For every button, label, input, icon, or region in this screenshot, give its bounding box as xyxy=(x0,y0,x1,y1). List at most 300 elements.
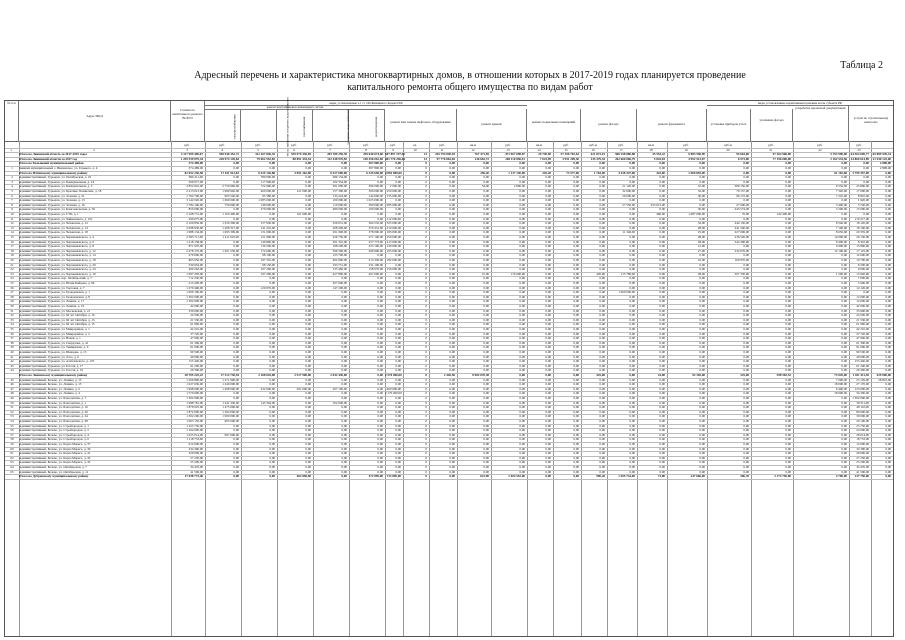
value-cell: 0,00 xyxy=(395,253,401,258)
value-cell: 0,00 xyxy=(841,354,847,359)
value-cell: 0 xyxy=(425,432,427,437)
value-cell: 0,00 xyxy=(659,271,665,276)
value-cell: 490 262,00 xyxy=(188,267,203,272)
value-cell: 0,00 xyxy=(269,368,275,373)
value-cell: 0,00 xyxy=(519,409,525,414)
subtotal-row xyxy=(5,474,893,480)
value-cell: 0,00 xyxy=(341,428,347,433)
value-cell: 149 800,00 xyxy=(260,239,275,244)
value-cell: 0,00 xyxy=(519,235,525,239)
value-cell: 99 172,00 xyxy=(736,193,749,198)
address-cell: Административный, Гурьевск, ул. Гражданская, д. 8 xyxy=(19,294,90,299)
value-cell: 1 250 300,00 xyxy=(222,221,239,226)
value-cell: 0,00 xyxy=(785,308,791,313)
value-cell: 0,00 xyxy=(885,451,891,456)
value-cell: 0,00 xyxy=(785,409,791,414)
header-meters: установка приборов учета xyxy=(707,109,751,141)
value-cell: 0,00 xyxy=(699,428,705,433)
address-cell: Административный, Белово, ул. Благодатная, д. 1 xyxy=(19,400,87,405)
address-cell: Административный, Белово, ул. Октябрьская, д. 11 xyxy=(19,469,89,474)
value-cell: 160 970,00 xyxy=(734,258,749,262)
value-cell: 390 000,00 xyxy=(368,202,383,207)
value-cell: 0,00 xyxy=(629,432,635,437)
value-cell: 0,00 xyxy=(305,331,311,336)
address-cell: Административный, Белово, ул. Благодатная, д. 16 xyxy=(19,405,88,410)
value-cell: 1 104 400,00 xyxy=(222,212,239,216)
value-cell: 0,00 xyxy=(545,189,551,193)
value-cell: 0,00 xyxy=(785,465,791,469)
value-cell: 0,00 xyxy=(305,359,311,364)
value-cell: 0,00 xyxy=(269,308,275,313)
value-cell: 0 xyxy=(425,276,427,281)
value-cell: 402 090,00 xyxy=(332,258,347,262)
value-cell: 145 364,00 xyxy=(260,400,275,405)
value-cell: 0,00 xyxy=(483,363,489,368)
value-cell: 0,00 xyxy=(743,409,749,414)
value-cell: 0,00 xyxy=(449,244,455,249)
value-cell: 0,00 xyxy=(599,354,605,359)
value-cell: 0,00 xyxy=(699,313,705,318)
value-cell: 0,00 xyxy=(305,239,311,244)
value-cell: 0,00 xyxy=(629,207,635,212)
value-cell: 0,00 xyxy=(449,331,455,336)
value-cell: 213 336,00 xyxy=(368,258,383,262)
value-cell: 0,00 xyxy=(743,322,749,327)
value-cell: 0,00 xyxy=(573,455,579,460)
value-cell: 47 900,00 xyxy=(856,336,869,341)
value-cell: 244 150,00 xyxy=(734,221,749,226)
value-cell: 2 042 430,00 xyxy=(330,373,347,377)
value-cell: 0,00 xyxy=(885,175,891,180)
unit-cell: куб.м xyxy=(589,143,597,147)
value-cell: 8 490,00 xyxy=(835,239,847,244)
value-cell: 0,00 xyxy=(573,409,579,414)
value-cell: 0,00 xyxy=(395,212,401,216)
value-cell: 0,00 xyxy=(573,207,579,212)
value-cell: 0,00 xyxy=(599,432,605,437)
value-cell: 155 440,00 xyxy=(854,359,869,364)
value-cell: 0,00 xyxy=(341,290,347,295)
value-cell: 0,00 xyxy=(599,419,605,423)
value-cell: 279 000,00 xyxy=(188,253,203,258)
value-cell: 0,00 xyxy=(841,179,847,184)
value-cell: 0,00 xyxy=(573,437,579,442)
value-cell: 0,00 xyxy=(483,400,489,405)
row-number: 10 xyxy=(10,212,14,216)
value-cell: 0 xyxy=(425,382,427,387)
value-cell: 0,00 xyxy=(545,285,551,290)
value-cell: 0,00 xyxy=(629,446,635,451)
value-cell: 91 200,00 xyxy=(190,363,203,368)
value-cell: 0,00 xyxy=(233,465,239,469)
value-cell: 0,00 xyxy=(841,336,847,341)
value-cell: 1 271 900,00 xyxy=(222,377,239,382)
value-cell: 0,00 xyxy=(573,212,579,216)
value-cell: 0,00 xyxy=(599,175,605,180)
value-cell: 396 000,00 xyxy=(368,184,383,189)
address-cell: Административный, Гурьевск, ул. Микрорайон, д. 1 xyxy=(19,327,90,331)
value-cell: 0 xyxy=(425,299,427,304)
value-cell: 0,00 xyxy=(545,179,551,184)
value-cell: 0,00 xyxy=(377,465,383,469)
value-cell: 0,00 xyxy=(519,253,525,258)
value-cell: 0,00 xyxy=(743,244,749,249)
value-cell: 0,00 xyxy=(449,299,455,304)
value-cell: 0,00 xyxy=(863,212,869,216)
value-cell: 0,00 xyxy=(305,184,311,189)
value-cell: 0,00 xyxy=(659,405,665,410)
address-cell: Бывшей муниципальный с. Ивановское, ул. Горького, д. 4 xyxy=(19,166,98,170)
value-cell: 0,00 xyxy=(573,327,579,331)
value-cell: 0,00 xyxy=(449,474,455,479)
value-cell: 0,00 xyxy=(573,345,579,350)
value-cell: 17 312 730,94 xyxy=(220,373,239,377)
value-cell: 0,00 xyxy=(659,382,665,387)
value-cell: 0,00 xyxy=(519,175,525,180)
value-cell: 21 120,00 xyxy=(622,184,635,189)
value-cell: 2 213 013,00 xyxy=(186,189,203,193)
value-cell: 421 873,01 xyxy=(590,152,605,157)
value-cell: 1 920,00 xyxy=(857,198,869,203)
value-cell: 427 890,00 xyxy=(332,271,347,276)
value-cell: 0,00 xyxy=(545,304,551,308)
value-cell: 722 996,00 xyxy=(260,184,275,189)
value-cell: 11 340,00 xyxy=(622,230,635,235)
value-cell: 0,00 xyxy=(699,455,705,460)
value-cell: 0,00 xyxy=(885,423,891,428)
value-cell: 0,00 xyxy=(659,262,665,267)
value-cell: 0,00 xyxy=(395,336,401,341)
value-cell: 0,00 xyxy=(545,336,551,341)
value-cell: 0,00 xyxy=(449,405,455,410)
row-number: 9 xyxy=(11,207,13,212)
value-cell: 0,00 xyxy=(483,423,489,428)
address-cell: Административный, Гурьевск, ул. 60 лет Октября, д. 15 xyxy=(19,322,95,327)
value-cell: 0 xyxy=(425,455,427,460)
value-cell: 0 xyxy=(425,317,427,322)
value-cell: 42 000,00 xyxy=(190,304,203,308)
value-cell: 0,00 xyxy=(573,253,579,258)
value-cell: 0,00 xyxy=(885,432,891,437)
value-cell: 871 970,00 xyxy=(188,244,203,249)
value-cell: 8 200,00 xyxy=(857,262,869,267)
address-cell: Административный, Гурьевск, ул. Чернышевского, д. 24 xyxy=(19,267,96,272)
value-cell: 3 142 020,00 xyxy=(186,198,203,203)
value-cell: 1 566 800,00 xyxy=(186,377,203,382)
value-cell: 0,00 xyxy=(743,304,749,308)
value-cell: 0,00 xyxy=(483,193,489,198)
value-cell: 2 174 750,00 xyxy=(774,474,791,479)
column-index-cell: 15 xyxy=(564,147,568,152)
value-cell: 0,00 xyxy=(269,442,275,446)
value-cell: 1 505 734,00 xyxy=(618,474,635,479)
unit-cell: руб. xyxy=(683,143,689,147)
value-cell: 0,00 xyxy=(377,317,383,322)
value-cell: 0,00 xyxy=(699,409,705,414)
value-cell: 0,00 xyxy=(395,331,401,336)
column-index-cell: 6 xyxy=(293,147,295,152)
value-cell: 0,00 xyxy=(269,350,275,354)
value-cell: 0,00 xyxy=(699,350,705,354)
address-cell: Административный, Гурьевск, ул. Гражданская, д. 1 xyxy=(19,290,90,295)
value-cell: 229 000,00 xyxy=(188,451,203,456)
value-cell: 7 023,99 xyxy=(539,156,551,161)
value-cell: 25 890,00 xyxy=(856,184,869,189)
value-cell: 0,00 xyxy=(573,267,579,272)
value-cell: 0,00 xyxy=(305,230,311,235)
value-cell: 2 478 135,00 xyxy=(186,248,203,253)
value-cell: 0,00 xyxy=(377,432,383,437)
value-cell: 0,00 xyxy=(483,317,489,322)
value-cell: 0,00 xyxy=(785,267,791,272)
value-cell: 0,00 xyxy=(885,428,891,433)
value-cell: 133 224,00 xyxy=(332,193,347,198)
value-cell: 0,00 xyxy=(519,281,525,285)
value-cell: 0,00 xyxy=(233,322,239,327)
value-cell: 0,00 xyxy=(395,308,401,313)
value-cell: 0 xyxy=(425,304,427,308)
value-cell: 0,00 xyxy=(395,166,401,170)
value-cell: 0,00 xyxy=(699,442,705,446)
value-cell: 0 xyxy=(425,400,427,405)
value-cell: 0,00 xyxy=(885,308,891,313)
unit-cell: руб. xyxy=(291,143,297,147)
value-cell: 0,00 xyxy=(573,304,579,308)
value-cell: 0,00 xyxy=(599,179,605,184)
value-cell: 0,00 xyxy=(395,350,401,354)
value-cell: 0,00 xyxy=(519,396,525,400)
value-cell: 6 900,00 xyxy=(835,244,847,249)
value-cell: 0,00 xyxy=(305,225,311,230)
value-cell: 0,00 xyxy=(573,465,579,469)
value-cell: 1 279 400,00 xyxy=(186,285,203,290)
value-cell: 0,00 xyxy=(377,276,383,281)
value-cell: 0,00 xyxy=(341,331,347,336)
value-cell: 0,00 xyxy=(629,423,635,428)
value-cell: 0,00 xyxy=(341,396,347,400)
value-cell: 461 776 296,04 xyxy=(385,156,405,161)
value-cell: 0,00 xyxy=(841,446,847,451)
value-cell: 1 998 000,00 xyxy=(186,386,203,391)
value-cell: 228 974 149,84 xyxy=(219,156,239,161)
address-cell: Административный, Белово, ул. Ленина, д. 4 xyxy=(19,391,80,396)
value-cell: 0,00 xyxy=(699,331,705,336)
value-cell: 12 000,00 xyxy=(856,294,869,299)
value-cell: 290 675,00 xyxy=(188,216,203,221)
value-cell: 0,00 xyxy=(841,258,847,262)
unit-cell: кв.м xyxy=(536,143,542,147)
value-cell: 0,00 xyxy=(519,202,525,207)
value-cell: 0,00 xyxy=(519,460,525,465)
value-cell: 0,00 xyxy=(519,313,525,318)
address-cell: Административный, Гурьевск, ул. Чернышевского, д. 4 xyxy=(19,235,94,239)
value-cell: 0,00 xyxy=(629,405,635,410)
value-cell: 8 810,00 xyxy=(857,193,869,198)
value-cell: 805 050,00 xyxy=(188,258,203,262)
value-cell: 198 200,00 xyxy=(332,244,347,249)
value-cell: 8 540,00 xyxy=(835,221,847,226)
value-cell: 0,00 xyxy=(841,455,847,460)
unit-cell: руб. xyxy=(856,143,862,147)
value-cell: 8 982 070,38 xyxy=(472,373,489,377)
address-cell: Административный, Гурьевск, ул. Юлии Бойцова, д. 94 xyxy=(19,281,95,285)
value-cell: 100 000,00 xyxy=(332,198,347,203)
value-cell: 18 753,00 xyxy=(856,437,869,442)
value-cell: 0,00 xyxy=(305,414,311,419)
value-cell: 0,00 xyxy=(599,198,605,203)
value-cell: 18 000,00 xyxy=(834,382,847,387)
value-cell: 0,00 xyxy=(699,354,705,359)
unit-cell: кв.м xyxy=(470,143,476,147)
value-cell: 0,00 xyxy=(519,322,525,327)
value-cell: 0,00 xyxy=(841,451,847,456)
value-cell: 0,00 xyxy=(743,350,749,354)
value-cell: 0,00 xyxy=(519,345,525,350)
value-cell: 0,00 xyxy=(629,299,635,304)
value-cell: 2 395 711,00 xyxy=(186,235,203,239)
value-cell: 0,00 xyxy=(785,230,791,235)
value-cell: 21 530,00 xyxy=(190,317,203,322)
value-cell: 0,00 xyxy=(785,446,791,451)
value-cell: 0,00 xyxy=(519,299,525,304)
value-cell: 0,00 xyxy=(743,170,749,175)
value-cell: 0,00 xyxy=(545,465,551,469)
value-cell: 28 810,00 xyxy=(878,377,891,382)
value-cell: 0,00 xyxy=(659,400,665,405)
value-cell: 0,00 xyxy=(885,419,891,423)
value-cell: 0,00 xyxy=(545,460,551,465)
value-cell: 0,00 xyxy=(699,400,705,405)
value-cell: 0,00 xyxy=(743,299,749,304)
value-cell: 0,00 xyxy=(377,281,383,285)
column-index-cell: 18 xyxy=(649,147,653,152)
value-cell: 73 045,00 xyxy=(834,373,847,377)
value-cell: 0,00 xyxy=(841,276,847,281)
value-cell: 0 xyxy=(425,442,427,446)
value-cell: 0,00 xyxy=(743,267,749,272)
value-cell: 0,00 xyxy=(377,299,383,304)
value-cell: 0 xyxy=(425,373,427,377)
value-cell: 0,00 xyxy=(659,244,665,249)
value-cell: 0,00 xyxy=(377,460,383,465)
value-cell: 0,00 xyxy=(545,469,551,474)
value-cell: 0,00 xyxy=(483,451,489,456)
value-cell: 0,00 xyxy=(573,239,579,244)
value-cell: 0 xyxy=(425,446,427,451)
value-cell: 0,00 xyxy=(449,262,455,267)
value-cell: 0,00 xyxy=(233,327,239,331)
value-cell: 0,00 xyxy=(629,336,635,341)
value-cell: 0,00 xyxy=(305,161,311,166)
value-cell: 423,00 xyxy=(656,170,665,175)
value-cell: 0,00 xyxy=(841,285,847,290)
value-cell: 0 xyxy=(425,414,427,419)
value-cell: 61 300,00 xyxy=(856,340,869,345)
row-number: 27 xyxy=(10,290,14,295)
value-cell: 0,00 xyxy=(449,230,455,235)
value-cell: 2 517 900,06 xyxy=(294,373,311,377)
address-cell: Административный, Гурьевск, ул. Микрорайон, д. 2 xyxy=(19,331,90,336)
value-cell: 0,00 xyxy=(545,225,551,230)
value-cell: 0,00 xyxy=(341,437,347,442)
value-cell: 0,00 xyxy=(305,216,311,221)
value-cell: 312 267 846,35 xyxy=(255,152,275,157)
value-cell: 0,00 xyxy=(599,299,605,304)
value-cell: 0,00 xyxy=(841,419,847,423)
value-cell: 0,00 xyxy=(885,368,891,373)
value-cell: 0,00 xyxy=(659,345,665,350)
value-cell: 507 897 197,50 xyxy=(385,152,405,157)
value-cell: 0,00 xyxy=(449,175,455,180)
value-cell: 0,00 xyxy=(449,276,455,281)
value-cell: 0,00 xyxy=(743,442,749,446)
value-cell: 0,00 xyxy=(519,382,525,387)
column-index-cell: 3 xyxy=(186,147,188,152)
value-cell: 0,00 xyxy=(483,175,489,180)
unit-cell: руб. xyxy=(327,143,333,147)
value-cell: 0,00 xyxy=(659,290,665,295)
value-cell: 0,00 xyxy=(659,432,665,437)
value-cell: 226 750,00 xyxy=(332,235,347,239)
value-cell: 0,00 xyxy=(545,221,551,226)
value-cell: 0,00 xyxy=(785,193,791,198)
value-cell: 0,00 xyxy=(377,290,383,295)
row-number: 2 xyxy=(11,175,13,180)
value-cell: 0,00 xyxy=(233,207,239,212)
value-cell: 215 000,00 xyxy=(386,239,401,244)
value-cell: 0,00 xyxy=(341,446,347,451)
value-cell: 0,00 xyxy=(305,391,311,396)
value-cell: 0,00 xyxy=(743,285,749,290)
value-cell: 291 900,00 xyxy=(332,230,347,235)
value-cell: 0,00 xyxy=(699,446,705,451)
value-cell: 0,00 xyxy=(449,304,455,308)
value-cell: 29 000,00 xyxy=(622,193,635,198)
value-cell: 0,00 xyxy=(395,423,401,428)
value-cell: 0,00 xyxy=(483,340,489,345)
value-cell: 0,00 xyxy=(545,317,551,322)
value-cell: 0,00 xyxy=(305,419,311,423)
row-number: 13 xyxy=(10,225,14,230)
value-cell: 0,00 xyxy=(629,166,635,170)
value-cell: 0,00 xyxy=(573,189,579,193)
value-cell: 0,00 xyxy=(377,405,383,410)
value-cell: 0,00 xyxy=(519,377,525,382)
value-cell: 0,00 xyxy=(483,409,489,414)
value-cell: 0,00 xyxy=(785,368,791,373)
value-cell: 0,00 xyxy=(659,166,665,170)
value-cell: 0,00 xyxy=(573,419,579,423)
value-cell: 1 960 855,00 xyxy=(688,170,705,175)
value-cell: 0 xyxy=(425,336,427,341)
value-cell: 0,00 xyxy=(699,202,705,207)
value-cell: 0,00 xyxy=(629,258,635,262)
value-cell: 0,00 xyxy=(377,350,383,354)
value-cell: 0,00 xyxy=(519,340,525,345)
value-cell: 0,00 xyxy=(305,382,311,387)
value-cell: 0,00 xyxy=(341,391,347,396)
value-cell: 0,00 xyxy=(885,258,891,262)
header-sewer: водоотведения xyxy=(349,109,385,141)
value-cell: 339 000,00 xyxy=(188,308,203,313)
value-cell: 0,00 xyxy=(305,340,311,345)
value-cell: 25,00 xyxy=(697,230,705,235)
value-cell: 0,00 xyxy=(545,423,551,428)
value-cell: 0,00 xyxy=(395,271,401,276)
address-cell: Административный, Гурьевск, ул. Коммунальная, д. 23 xyxy=(19,179,94,184)
value-cell: 195 000,00 xyxy=(386,248,401,253)
value-cell: 0,00 xyxy=(573,442,579,446)
